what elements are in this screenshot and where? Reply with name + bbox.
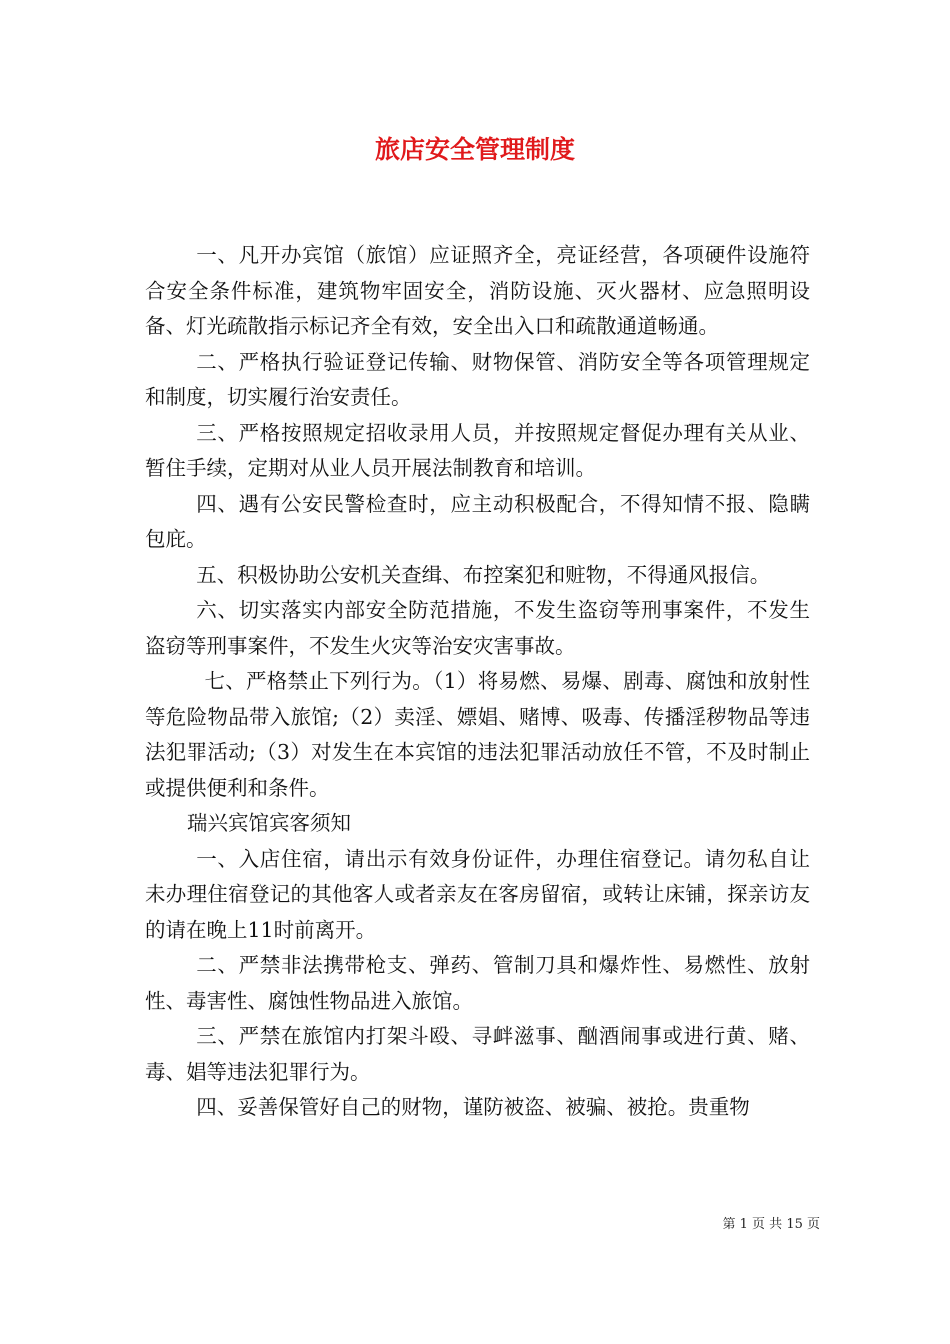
paragraph-6: 六、切实落实内部安全防范措施，不发生盗窃等刑事案件，不发生盗窃等刑事案件，不发生火灾等治安灾害事故。 [145,598,810,658]
document-title: 旅店安全管理制度 [374,135,575,164]
paragraph-10: 三、严禁在旅馆内打架斗殴、寻衅滋事、酗酒闹事或进行黄、赌、毒、娼等违法犯罪行为。 [145,1024,810,1084]
section-heading-guest-notice: 瑞兴宾馆宾客须知 [187,811,352,835]
paragraph-7: 七、严格禁止下列行为。（1）将易燃、易爆、剧毒、腐蚀和放射性等危险物品带入旅馆;（2）卖淫、嫖娼、赌博、吸毒、传播淫秽物品等违法犯罪活动;（3）对发生在本宾馆的违法犯罪活动放任不管，不及时制止或提供便利和条件。 [145,669,810,800]
page-number: 第 1 页 共 15 页 [722,1217,820,1232]
paragraph-9: 二、严禁非法携带枪支、弹药、管制刀具和爆炸性、易燃性、放射性、毒害性、腐蚀性物品进入旅馆。 [145,953,810,1013]
paragraph-2: 二、严格执行验证登记传输、财物保管、消防安全等各项管理规定和制度，切实履行治安责任。 [145,349,810,409]
paragraph-4: 四、遇有公安民警检查时，应主动积极配合，不得知情不报、隐瞒包庇。 [145,491,810,551]
paragraph-3: 三、严格按照规定招收录用人员，并按照规定督促办理有关从业、暂住手续，定期对从业人员开展法制教育和培训。 [145,420,810,480]
document-body [145,238,810,1126]
paragraph-5: 五、积极协助公安机关查缉、布控案犯和赃物，不得通风报信。 [196,562,771,587]
paragraph-1: 一、凡开办宾馆（旅馆）应证照齐全，亮证经营，各项硬件设施符合安全条件标准，建筑物牢固安全，消防设施、灭火器材、应急照明设备、灯光疏散指示标记齐全有效，安全出入口和疏散通道畅通。 [145,243,810,338]
paragraph-8: 一、入店住宿，请出示有效身份证件，办理住宿登记。请勿私自让未办理住宿登记的其他客人或者亲友在客房留宿，或转让床铺，探亲访友的请在晚上11时前离开。 [145,846,810,942]
paragraph-11: 四、妥善保管好自己的财物，谨防被盗、被骗、被抢。贵重物 [196,1095,750,1119]
